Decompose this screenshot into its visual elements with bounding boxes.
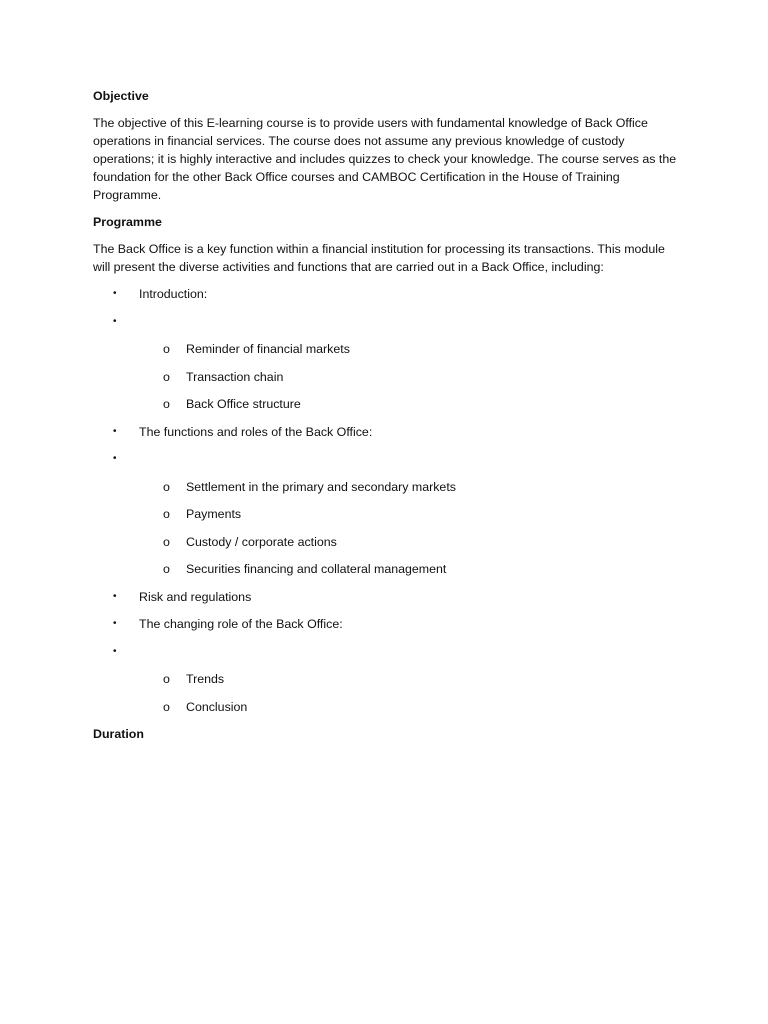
- outline-item-label: The functions and roles of the Back Office:: [139, 424, 373, 439]
- outline-item-label: Risk and regulations: [139, 589, 252, 604]
- bullet-icon: •: [113, 288, 117, 299]
- bullet-icon: •: [113, 425, 117, 437]
- circle-bullet-icon: o: [163, 507, 170, 521]
- outline-item: [93, 285, 683, 303]
- circle-bullet-icon: o: [163, 479, 170, 494]
- circle-bullet-icon: o: [163, 369, 170, 384]
- sub-list-item-label: Custody / corporate actions: [186, 534, 337, 549]
- sub-list-item-label: Conclusion: [186, 699, 248, 714]
- sub-list-item-label: Settlement in the primary and secondary markets: [186, 479, 456, 494]
- bullet-icon: •: [113, 590, 117, 602]
- sub-list-item: [93, 698, 683, 716]
- objective-heading: Objective: [93, 89, 149, 103]
- programme-outline: [93, 285, 683, 716]
- outline-item-label: Introduction:: [139, 287, 208, 301]
- document-content: [93, 87, 683, 752]
- outline-empty-item: [93, 450, 683, 468]
- sub-list-item: [93, 368, 683, 386]
- outline-item: [93, 423, 683, 441]
- sub-list: [93, 670, 683, 716]
- sub-list-item: [93, 670, 683, 688]
- sub-list-item: [93, 505, 683, 523]
- outline-item: [93, 588, 683, 606]
- sub-list-container: [93, 670, 683, 716]
- sub-list-container: [93, 478, 683, 579]
- circle-bullet-icon: o: [163, 699, 170, 714]
- sub-list: [93, 478, 683, 579]
- outline-item: [93, 615, 683, 633]
- circle-bullet-icon: o: [163, 397, 170, 411]
- sub-list-item-label: Securities financing and collateral management: [186, 562, 447, 576]
- sub-list-item-label: Trends: [186, 672, 225, 686]
- outline-empty-item: [93, 313, 683, 331]
- circle-bullet-icon: o: [163, 562, 170, 576]
- bullet-icon: •: [113, 645, 117, 657]
- duration-heading: Duration: [93, 727, 144, 741]
- sub-list-item: [93, 340, 683, 358]
- bullet-icon: •: [113, 453, 117, 464]
- sub-list-item: [93, 560, 683, 578]
- outline-empty-item: [93, 643, 683, 661]
- programme-paragraph: The Back Office is a key function within a financial institution for processing its transactions. This module will present the diverse activities and functions that are carried out in a Back Office, including:: [93, 242, 665, 274]
- sub-list: [93, 340, 683, 413]
- bullet-icon: •: [113, 618, 117, 629]
- sub-list-item-label: Transaction chain: [186, 369, 284, 384]
- sub-list-item: [93, 533, 683, 551]
- sub-list-item-label: Reminder of financial markets: [186, 342, 350, 356]
- sub-list-item: [93, 478, 683, 496]
- outline-item-label: The changing role of the Back Office:: [139, 617, 343, 631]
- circle-bullet-icon: o: [163, 672, 170, 686]
- objective-paragraph: The objective of this E-learning course is to provide users with fundamental knowledge of Back Office operations in financial services. The course does not assume any previous knowledge of custody operations; it is highly interactive and includes quizzes to check your knowledge. The course serves as the foundation for the other Back Office courses and CAMBOC Certification in the House of Training Programme.: [93, 116, 677, 202]
- sub-list-container: [93, 340, 683, 413]
- programme-heading: Programme: [93, 215, 162, 229]
- circle-bullet-icon: o: [163, 342, 170, 356]
- sub-list-item-label: Back Office structure: [186, 397, 301, 411]
- sub-list-item-label: Payments: [186, 507, 242, 521]
- sub-list-item: [93, 395, 683, 413]
- circle-bullet-icon: o: [163, 534, 170, 549]
- bullet-icon: •: [113, 315, 117, 327]
